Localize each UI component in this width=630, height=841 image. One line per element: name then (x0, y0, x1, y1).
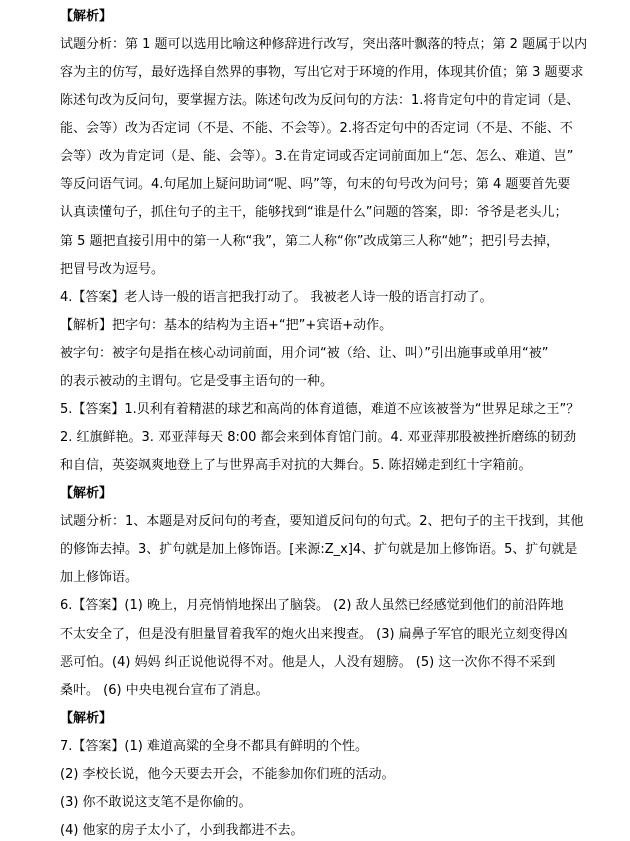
text-line: 6.【答案】(1) 晚上，月亮悄悄地探出了脑袋。 (2) 敌人虽然已经感觉到他们的前沿阵地 (60, 598, 564, 614)
text-line: 被字句：被字句是指在核心动词前面，用介词“被（给、让、叫）”引出施事或单用“被” (60, 345, 549, 361)
text-line: 恶可怕。(4) 妈妈 纠正说他说得不对。他是人，人没有翅膀。 (5) 这一次你不得不采到 (60, 654, 556, 670)
text-line: (2) 李校长说，他今天要去开会，不能参加你们班的活动。 (60, 766, 395, 782)
text-line: 陈述句改为反问句，要掌握方法。陈述句改为反问句的方法：1.将肯定句中的肯定词（是、 (60, 93, 580, 109)
text-line: 加上修饰语。 (60, 570, 139, 586)
text-line: 会等）改为肯定词（是、能、会等）。3.在肯定词或否定词前面加上“怎、怎么、难道、岂” (60, 149, 574, 165)
section-heading: 【解析】 (60, 710, 113, 726)
text-line: 的修饰去掉。3、扩句就是加上修饰语。[来源:Z_x]4、扩句就是加上修饰语。5、扩句就是 (60, 542, 578, 558)
section-heading: 【解析】 (60, 486, 113, 502)
text-line: 容为主的仿写，最好选择自然界的事物，写出它对于环境的作用，体现其价值；第 3 题要求 (60, 65, 584, 81)
text-line: 试题分析：1、本题是对反问句的考查，要知道反问句的句式。2、把句子的主干找到，其他 (60, 514, 584, 530)
text-line: 7.【答案】(1) 难道高粱的全身不都具有鲜明的个性。 (60, 738, 368, 754)
text-line: 试题分析：第 1 题可以选用比喻这种修辞进行改写，突出落叶飘落的特点；第 2 题属于以内 (60, 37, 588, 53)
text-line: 能、会等）改为否定词（不是、不能、不会等）。2.将否定句中的否定词（不是、不能、不 (60, 121, 573, 137)
section-heading: 【解析】 (60, 9, 113, 24)
text-line: 2. 红旗鲜艳。3. 邓亚萍每天 8:00 都会来到体育馆门前。4. 邓亚萍那股被挫折磨练的韧劲 (60, 430, 577, 446)
text-line: 桑叶。 (6) 中央电视台宣布了消息。 (60, 682, 269, 698)
text-line: 第 5 题把直接引用中的第一人称“我”，第二人称“你”改成第三人称“她”；把引号去掉， (60, 233, 559, 249)
text-line: 和自信，英姿飒爽地登上了与世界高手对抗的大舞台。5. 陈招娣走到红十字箱前。 (60, 458, 532, 474)
text-line: 不太安全了，但是没有胆量冒着我军的炮火出来搜查。 (3) 扁鼻子军官的眼光立刻变得凶 (60, 626, 568, 642)
text-line: 认真读懂句子，抓住句子的主干，能够找到“谁是什么”问题的答案，即：爷爷是老头儿； (60, 205, 568, 221)
text-line: 【解析】把字句：基本的结构为主语+“把”+宾语+动作。 (60, 317, 393, 333)
text-line: (4) 他家的房子太小了，小到我都进不去。 (60, 823, 304, 838)
text-line: 4.【答案】老人诗一般的语言把我打动了。 我被老人诗一般的语言打动了。 (60, 289, 493, 305)
text-line: (3) 你不敢说这支笔不是你偷的。 (60, 794, 252, 810)
text-line: 等反问语气词。4.句尾加上疑问助词“呢、吗”等，句末的句号改为问号；第 4 题要首先要 (60, 177, 571, 193)
text-line: 5.【答案】1.贝利有着精湛的球艺和高尚的体育道德，难道不应该被誉为“世界足球之王”？ (60, 401, 580, 417)
text-line: 的表示被动的主谓句。它是受事主语句的一种。 (60, 373, 334, 389)
text-line: 把冒号改为逗号。 (60, 261, 165, 277)
